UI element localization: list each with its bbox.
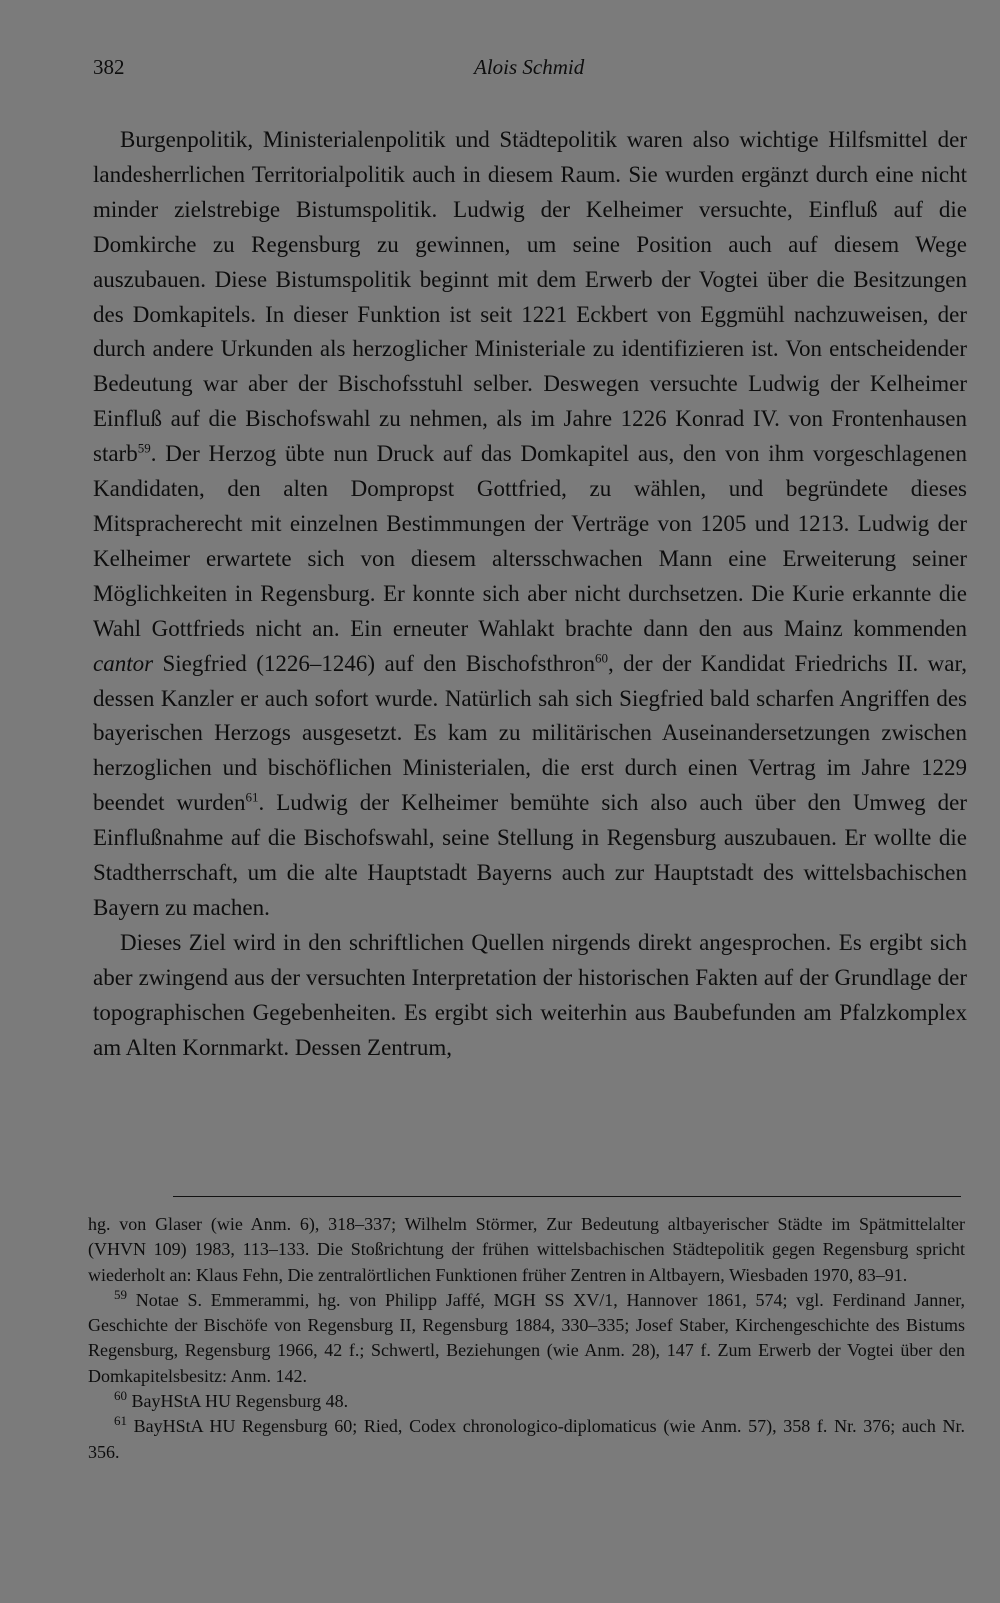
main-text xyxy=(93,123,967,1065)
text-run: . Der Herzog übte nun Druck auf das Domkapitel aus, den von ihm vorgeschlagenen Kandidaten, den alten Dompropst Gottfried, zu wählen, und begründete dieses Mitspracherecht mit einzelnen Bestimmungen der Verträge von 1205 und 1213. Ludwig der Kelheimer erwartete sich von diesem altersschwachen Mann eine Erweiterung seiner Möglichkeiten in Regensburg. Er konnte sich aber nicht durchsetzen. Die Kurie erkannte die Wahl Gottfrieds nicht an. Ein erneuter Wahlakt brachte dann den aus Mainz kommenden xyxy=(93,441,967,641)
footnote-61 xyxy=(88,1414,965,1465)
footnote-rule xyxy=(173,1196,961,1197)
text-run: Siegfried (1226–1246) auf den Bischofsthron xyxy=(153,650,595,676)
text-run: . Ludwig der Kelheimer bemühte sich also auch über den Umweg der Einflußnahme auf die Bischofswahl, seine Stellung in Regensburg auszubauen. Er wollte die Stadtherrschaft, um die alte Hauptstadt Bayerns auch zur Hauptstadt des wittelsbachischen Bayern zu machen. xyxy=(93,790,967,920)
footnote-continuation: hg. von Glaser (wie Anm. 6), 318–337; Wilhelm Störmer, Zur Bedeutung altbayerischer Städte im Spätmittelalter (VHVN 109) 1983, 113–133. Die Stoßrichtung der frühen wittelsbachischen Städtepolitik gegen Regensburg spricht wiederholt an: Klaus Fehn, Die zentralörtlichen Funktionen früher Zentren in Altbayern, Wiesbaden 1970, 83–91. xyxy=(88,1214,965,1285)
footnote-text: BayHStA HU Regensburg 60; Ried, Codex chronologico-diplomaticus (wie Anm. 57), 358 f. Nr. 376; auch Nr. 356. xyxy=(88,1416,965,1462)
running-head: Alois Schmid xyxy=(474,55,585,79)
footnote-60 xyxy=(88,1389,965,1414)
footnote-text: Notae S. Emmerammi, hg. von Philipp Jaffé, MGH SS XV/1, Hannover 1861, 574; vgl. Ferdinand Janner, Geschichte der Bischöfe von Regensburg II, Regensburg 1884, 330–335; Josef Staber, Kirchengeschichte des Bistums Regensburg, Regensburg 1966, 42 f.; Schwertl, Beziehungen (wie Anm. 28), 147 f. Zum Erwerb der Vogtei über den Domkapitelsbesitz: Anm. 142. xyxy=(88,1289,965,1386)
italic-term: cantor xyxy=(93,650,154,676)
text-run: Burgenpolitik, Ministerialenpolitik und Städtepolitik waren also wichtige Hilfsmittel der landesherrlichen Territorialpolitik auch in diesem Raum. Sie wurden ergänzt durch eine nicht minder zielstrebige Bistumspolitik. Ludwig der Kelheimer versuchte, Einfluß auf die Domkirche zu Regensburg zu gewinnen, um seine Position auch auf diesem Wege auszubauen. Diese Bistumspolitik beginnt mit dem Erwerb der Vogtei über die Besitzungen des Domkapitels. In dieser Funktion ist seit 1221 Eckbert von Eggmühl nachzuweisen, der durch andere Urkunden als herzoglicher Ministeriale zu identifizieren ist. Von entscheidender Bedeutung war aber der Bischofsstuhl selber. Deswegen versuchte Ludwig der Kelheimer Einfluß auf die Bischofswahl zu nehmen, als im Jahre 1226 Konrad IV. von Frontenhausen starb xyxy=(93,127,967,467)
footnote-ref-59: 59 xyxy=(137,440,151,456)
footnotes xyxy=(88,1212,965,1465)
footnote-mark: 60 xyxy=(114,1388,127,1404)
footnote-text: BayHStA HU Regensburg 48. xyxy=(127,1391,349,1412)
footnote-59 xyxy=(88,1288,965,1389)
paragraph-1 xyxy=(93,123,967,926)
footnote-ref-61: 61 xyxy=(245,789,259,805)
paragraph-2: Dieses Ziel wird in den schriftlichen Quellen nirgends direkt angesprochen. Es ergibt sich aber zwingend aus der versuchten Interpretation der historischen Fakten auf der Grundlage der topographischen Gegebenheiten. Es ergibt sich weiterhin aus Baubefunden am Pfalzkomplex am Alten Kornmarkt. Dessen Zentrum, xyxy=(93,929,967,1060)
footnote-mark: 59 xyxy=(114,1286,127,1302)
page-number: 382 xyxy=(93,55,125,79)
footnote-mark: 61 xyxy=(114,1413,127,1429)
footnote-ref-60: 60 xyxy=(594,649,608,665)
text-run: , der der Kandidat Friedrichs II. war, dessen Kanzler er auch sofort wurde. Natürlich sah sich Siegfried bald scharfen Angriffen des bayerischen Herzogs ausgesetzt. Es kam zu militärischen Auseinandersetzungen zwischen herzoglichen und bischöflichen Ministerialen, die erst durch einen Vertrag im Jahre 1229 beendet wurden xyxy=(93,650,967,816)
